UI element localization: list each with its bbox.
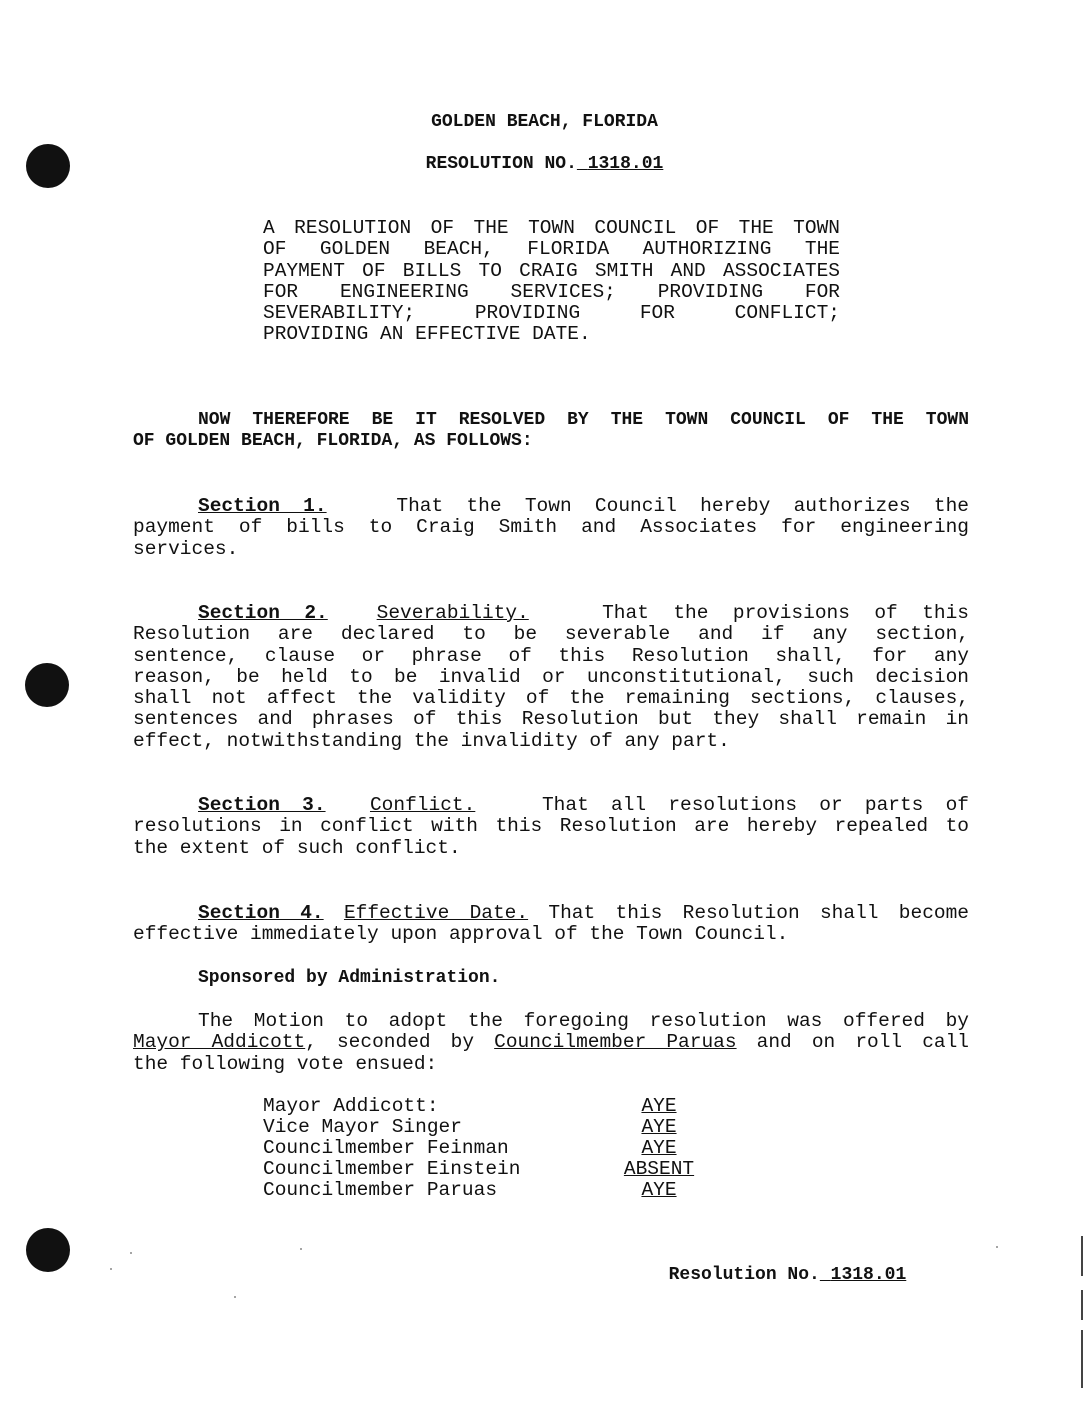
vote-value: AYE [641, 1116, 677, 1138]
section-heading: Section 4. [198, 902, 324, 924]
section-line: services. [133, 537, 239, 560]
title-line: PROVIDING AN EFFECTIVE DATE. [263, 323, 591, 346]
title-line: PAYMENT OF BILLS TO CRAIG SMITH AND ASSOCIATES [263, 259, 840, 282]
scan-edge-mark [1081, 1236, 1083, 1276]
sponsor-line: Sponsored by Administration. [198, 968, 501, 988]
section-1 [133, 496, 969, 560]
vote-name: Councilmember Einstein [263, 1158, 521, 1180]
vote-name: Mayor Addicott: [263, 1095, 439, 1117]
title-line: A RESOLUTION OF THE TOWN COUNCIL OF THE TOWN [263, 217, 840, 239]
document-place-title: GOLDEN BEACH, FLORIDA [431, 112, 658, 132]
section-line: payment of bills to Craig Smith and Associates for engineering [133, 516, 969, 539]
vote-value: ABSENT [623, 1158, 695, 1180]
section-4 [133, 903, 969, 946]
scan-edge-mark [1081, 1290, 1083, 1320]
section-heading: Section 2. [198, 602, 328, 624]
section-2 [133, 603, 969, 752]
vote-name: Vice Mayor Singer [263, 1116, 462, 1138]
section-heading: Section 3. [198, 794, 326, 816]
section-line: sentence, clause or phrase of this Resolution shall, for any [133, 644, 969, 667]
section-line: Resolution are declared to be severable and if any section, [133, 623, 969, 646]
section-heading: Section 1. [198, 495, 327, 517]
scan-speck [300, 1248, 302, 1250]
section-subheading: Severability. [376, 602, 529, 624]
section-line: Section 4. Effective Date. That this Resolution shall become [198, 902, 969, 924]
scan-speck [234, 1296, 236, 1298]
title-line: OF GOLDEN BEACH, FLORIDA AUTHORIZING THE [263, 238, 840, 261]
title-line: FOR ENGINEERING SERVICES; PROVIDING FOR [263, 280, 840, 303]
title-line: SEVERABILITY; PROVIDING FOR CONFLICT; [263, 302, 840, 325]
scan-edge-mark [1081, 1330, 1083, 1388]
section-line: Section 3. Conflict. That all resolutions or parts of [198, 794, 970, 816]
punch-hole-bottom [26, 1228, 70, 1272]
section-line: effect, notwithstanding the invalidity of any part. [133, 729, 730, 752]
section-line: Section 2. Severability. That the provisions of this [198, 602, 970, 624]
motion-line: The Motion to adopt the foregoing resolution was offered by [198, 1010, 969, 1032]
section-subheading: Effective Date. [343, 902, 529, 924]
resolution-prefix: RESOLUTION NO. [425, 154, 577, 174]
resolution-number: 1318.01 [587, 154, 664, 174]
section-line: shall not affect the validity of the remaining sections, clauses, [133, 687, 969, 710]
vote-name: Councilmember Feinman [263, 1137, 509, 1159]
resolution-number-heading [0, 154, 1089, 174]
scan-speck [130, 1252, 132, 1254]
section-line: effective immediately upon approval of the Town Council. [133, 923, 789, 946]
section-line: resolutions in conflict with this Resolution are hereby repealed to [133, 815, 969, 838]
vote-value: AYE [641, 1095, 677, 1117]
section-line: the extent of such conflict. [133, 836, 461, 859]
footer-resolution-number: Resolution No. 1318.01 [668, 1265, 907, 1286]
resolution-title-block [263, 218, 840, 346]
vote-value: AYE [641, 1179, 677, 1201]
section-line: sentences and phrases of this Resolution but they shall remain in [133, 708, 969, 731]
offered-by: Mayor Addicott [133, 1031, 306, 1054]
seconded-by: Councilmember Paruas [494, 1031, 737, 1054]
section-3 [133, 795, 969, 859]
vote-name: Councilmember Paruas [263, 1179, 498, 1201]
motion-line: Mayor Addicott, seconded by Councilmember Paruas and on roll call [133, 1031, 970, 1054]
preamble-line: NOW THEREFORE BE IT RESOLVED BY THE TOWN COUNCIL OF THE TOWN [198, 410, 969, 430]
preamble-line: OF GOLDEN BEACH, FLORIDA, AS FOLLOWS: [133, 431, 533, 452]
preamble [133, 410, 969, 453]
punch-hole-middle [25, 663, 69, 707]
section-line: reason, be held to be invalid or unconstitutional, such decision [133, 665, 969, 688]
motion-line: the following vote ensued: [133, 1052, 438, 1075]
scan-speck [996, 1246, 998, 1248]
motion-paragraph [133, 1011, 969, 1075]
section-line: Section 1. That the Town Council hereby authorizes the [198, 495, 969, 517]
section-subheading: Conflict. [369, 794, 476, 816]
vote-value: AYE [641, 1137, 677, 1159]
scan-speck [110, 1268, 112, 1270]
